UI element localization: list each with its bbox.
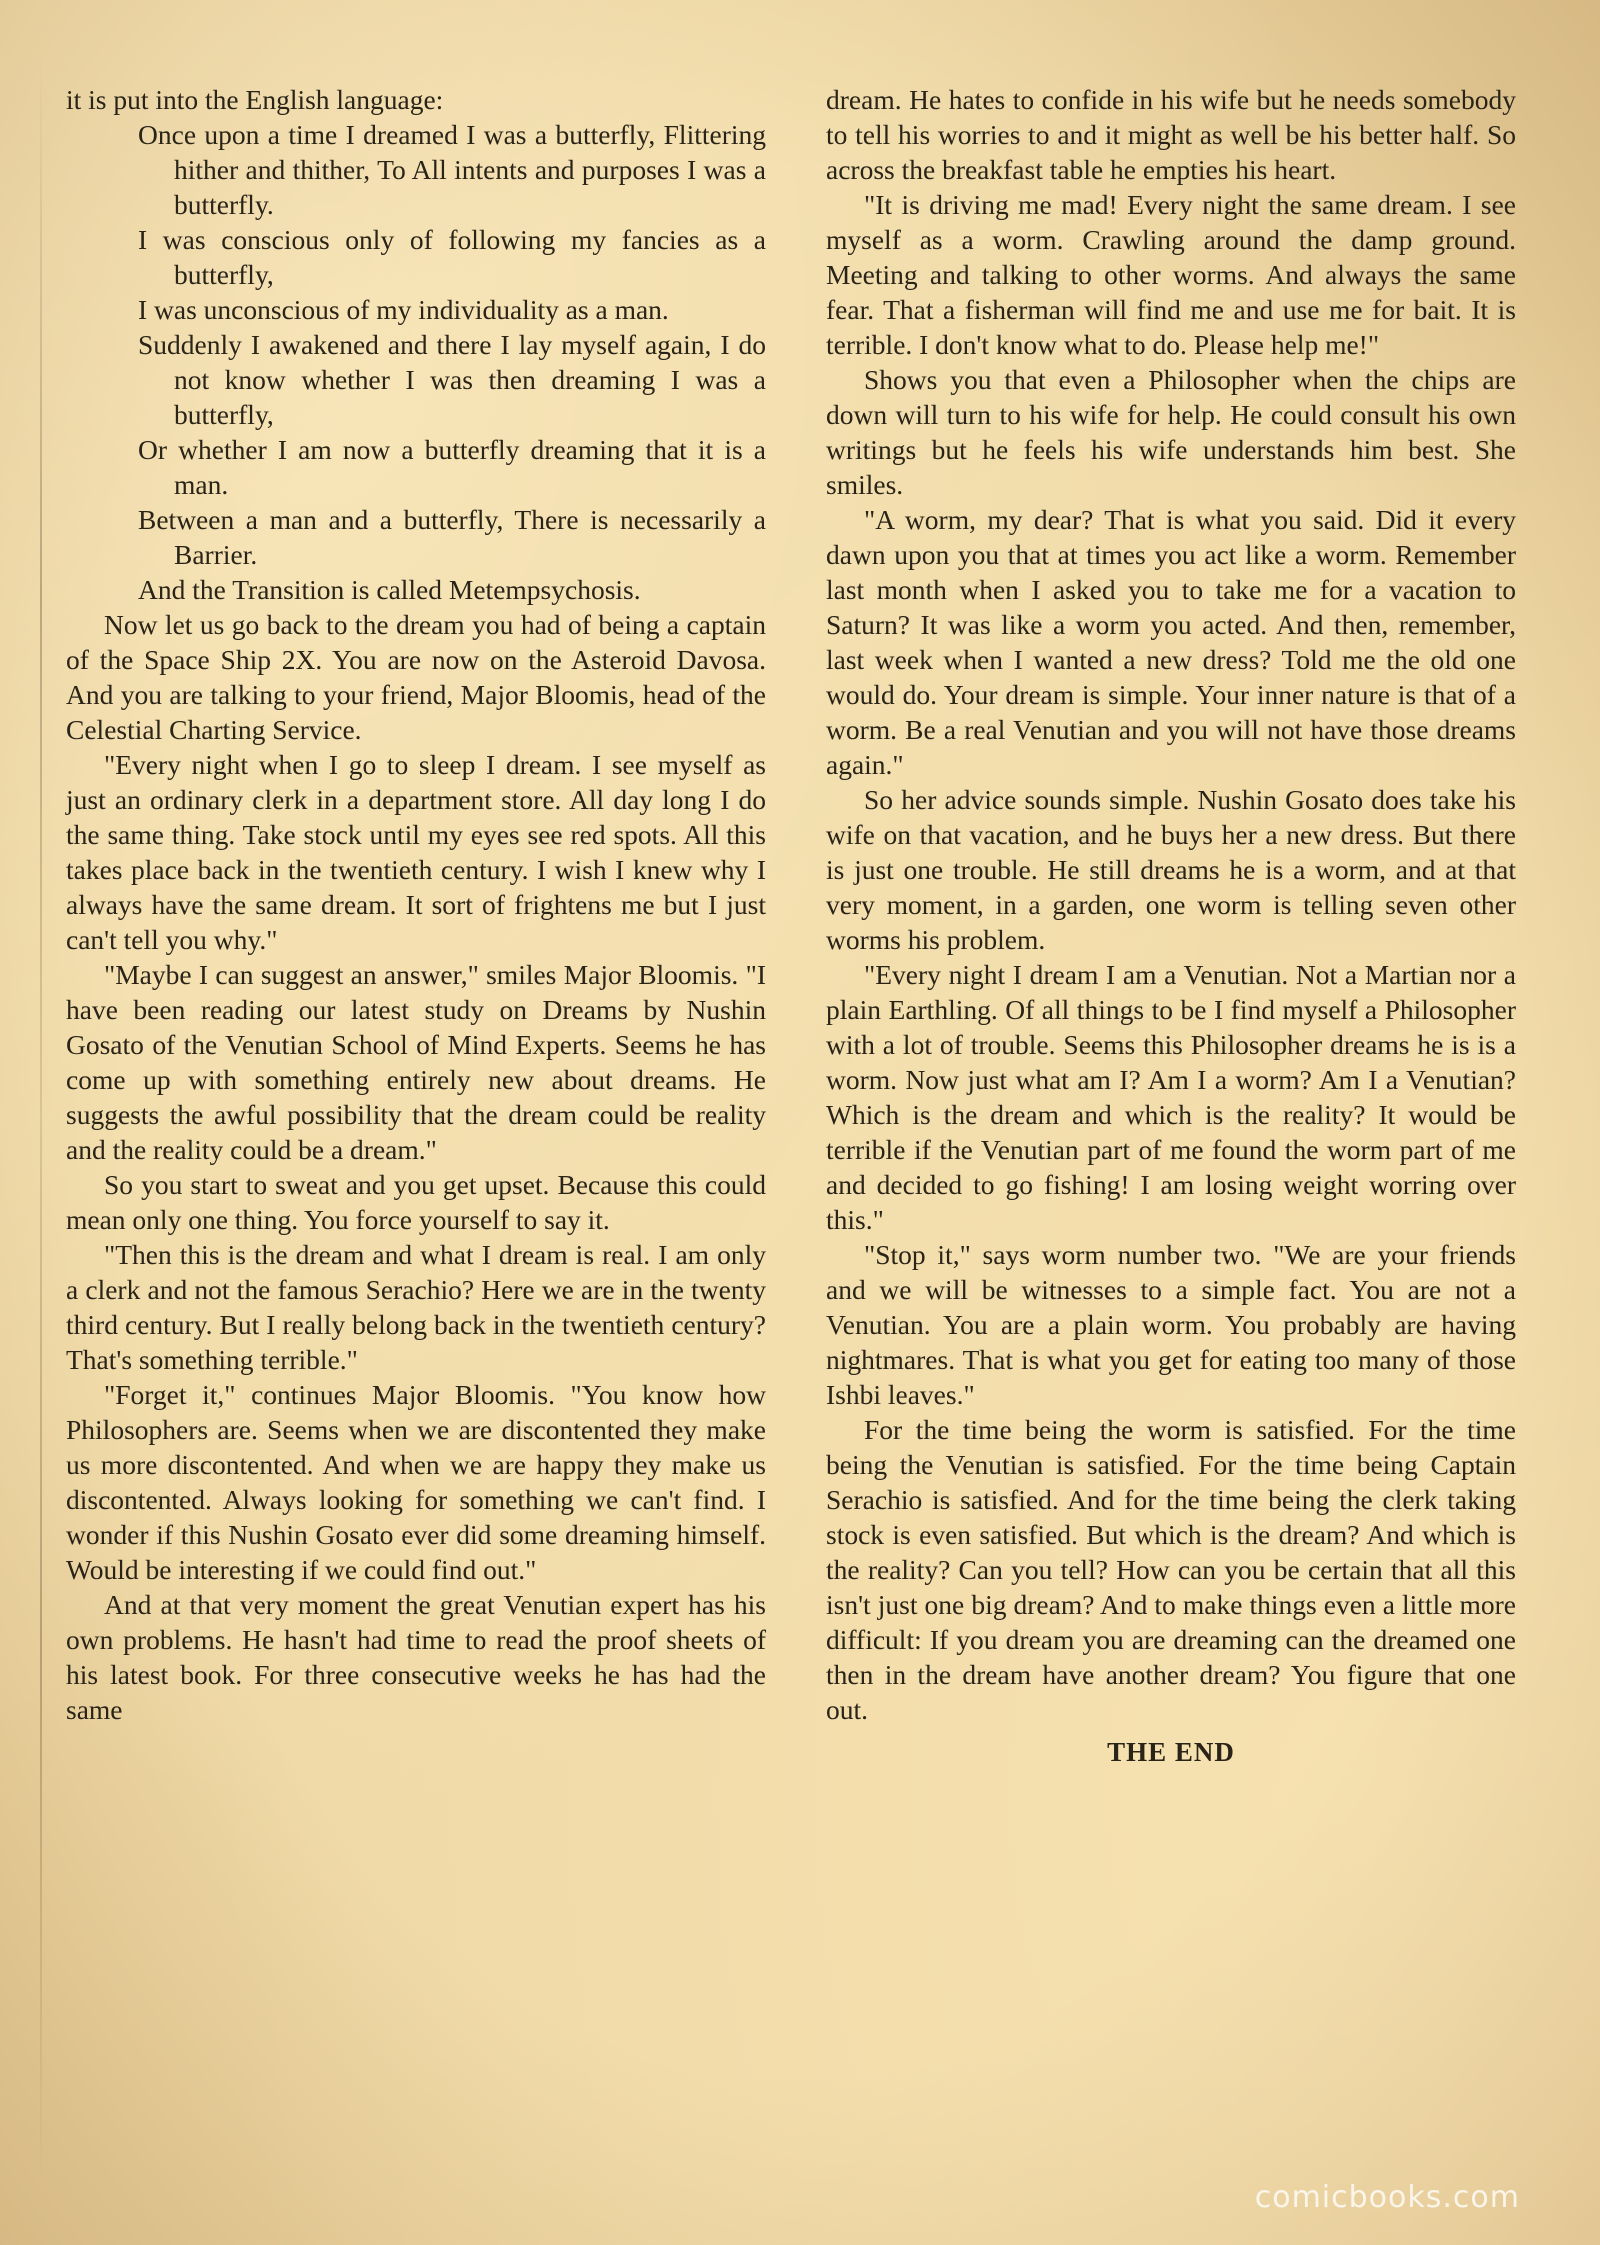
poem-line: Between a man and a butterfly, There is necessarily a Barrier. [138,504,766,570]
left-column [66,82,766,1727]
intro-line: it is put into the English language: [66,84,444,115]
paragraph: And at that very moment the great Venutian expert has his own problems. He hasn't had time to read the proof sheets of his latest book. For three consecutive weeks he has had the same [66,1589,766,1725]
paragraph: Now let us go back to the dream you had of being a captain of the Space Ship 2X. You are now on the Asteroid Davosa. And you are talking to your friend, Major Bloomis, head of the Celestial Charting Service. [66,609,766,745]
poem-line: Once upon a time I dreamed I was a butterfly, Flittering hither and thither, To All intents and purposes I was a butterfly. [138,119,766,220]
paragraph: "A worm, my dear? That is what you said. Did it every dawn upon you that at times you act like a worm. Remember last month when I asked you to take me for a vacation to Saturn? It was like a worm you acted. And then, remember, last week when I wanted a new dress? Told me the old one would do. Your dream is simple. Your inner nature is that of a worm. Be a real Venutian and you will not have those dreams again." [826,504,1516,780]
paragraph: "It is driving me mad! Every night the same dream. I see myself as a worm. Crawling around the damp ground. Meeting and talking to other worms. And always the same fear. That a fisherman will find me and use me for bait. It is terrible. I don't know what to do. Please help me!" [826,189,1516,360]
binding-edge [40,60,42,2180]
paragraph: "Maybe I can suggest an answer," smiles Major Bloomis. "I have been reading our latest study on Dreams by Nushin Gosato of the Venutian School of Mind Experts. Seems he has come up with something entirely new about dreams. He suggests the awful possibility that the dream could be reality and the reality could be a dream." [66,959,766,1165]
paragraph: So you start to sweat and you get upset. Because this could mean only one thing. You force yourself to say it. [66,1169,766,1235]
the-end-label: THE END [1107,1737,1235,1767]
poem-line: I was unconscious of my individuality as a man. [138,294,669,325]
poem-line: Or whether I am now a butterfly dreaming that it is a man. [138,434,766,500]
poem-line: Suddenly I awakened and there I lay myself again, I do not know whether I was then dreaming I was a butterfly, [138,329,766,430]
poem-line: I was conscious only of following my fancies as a butterfly, [138,224,766,290]
paragraph: "Then this is the dream and what I dream is real. I am only a clerk and not the famous Serachio? Here we are in the twenty third century. But I really belong back in the twentieth century? That's something terrible." [66,1239,766,1375]
paragraph: Shows you that even a Philosopher when the chips are down will turn to his wife for help. He could consult his own writings but he feels his wife understands him best. She smiles. [826,364,1516,500]
poem-line: And the Transition is called Metempsychosis. [138,574,641,605]
paragraph: So her advice sounds simple. Nushin Gosato does take his wife on that vacation, and he buys her a new dress. But there is just one trouble. He still dreams he is a worm, and at that very moment, in a garden, one worm is telling seven other worms his problem. [826,784,1516,955]
butterfly-poem [138,117,766,607]
paragraph: "Every night when I go to sleep I dream. I see myself as just an ordinary clerk in a department store. All day long I do the same thing. Take stock until my eyes see red spots. All this takes place back in the twentieth century. I wish I knew why I always have the same dream. It sort of frightens me but I just can't tell you why." [66,749,766,955]
paragraph: "Every night I dream I am a Venutian. Not a Martian nor a plain Earthling. Of all things to be I find myself a Philosopher with a lot of trouble. Seems this Philosopher dreams he is is a worm. Now just what am I? Am I a worm? Am I a Venutian? Which is the dream and which is the reality? It would be terrible if the Venutian part of me found the worm part of me and decided to go fishing! I am losing weight worring over this." [826,959,1516,1235]
paragraph: "Stop it," says worm number two. "We are your friends and we will be witnesses to a simple fact. You are not a Venutian. You are a plain worm. You probably are having nightmares. That is what you get for eating too many of those Ishbi leaves." [826,1239,1516,1410]
continuation-paragraph: dream. He hates to confide in his wife but he needs somebody to tell his worries to and it might as well be his better half. So across the breakfast table he empties his heart. [826,84,1516,185]
watermark: comicbooks.com [1254,2180,1520,2215]
paragraph: For the time being the worm is satisfied. For the time being the Venutian is satisfied. For the time being Captain Serachio is satisfied. And for the time being the clerk taking stock is even satisfied. But which is the dream? And which is the reality? Can you tell? How can you be certain that all this isn't just one big dream? And to make things even a little more difficult: If you dream you are dreaming can the dreamed one then in the dream have another dream? You figure that one out. [826,1414,1516,1725]
right-column [826,82,1516,1770]
paragraph: "Forget it," continues Major Bloomis. "You know how Philosophers are. Seems when we are discontented they make us more discontented. And when we are happy they make us discontented. Always looking for something we can't find. I wonder if this Nushin Gosato ever did some dreaming himself. Would be interesting if we could find out." [66,1379,766,1585]
